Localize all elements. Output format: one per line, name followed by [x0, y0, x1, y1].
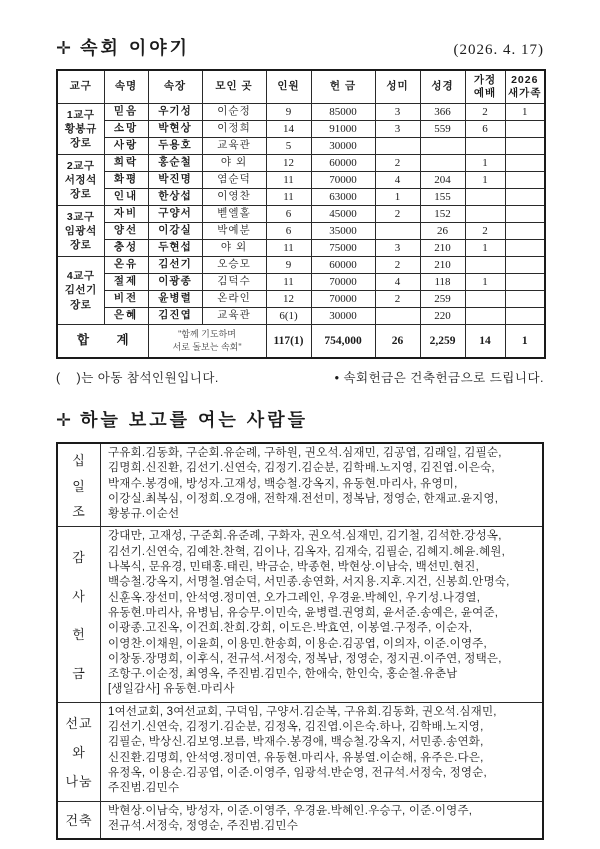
- district-label: 3교구 임광석 장로: [57, 206, 104, 257]
- attendance: 9: [266, 257, 311, 274]
- bible-count: 118: [420, 274, 465, 291]
- section-label-text: [58, 802, 100, 839]
- offering: 70000: [311, 274, 375, 291]
- family-worship-count: [465, 308, 505, 325]
- attendance: 5: [266, 138, 311, 155]
- section-label: [57, 801, 101, 839]
- attendance: 9: [266, 104, 311, 121]
- name-list: [101, 702, 544, 801]
- column-header: 성경: [420, 70, 465, 104]
- offering: 60000: [311, 257, 375, 274]
- leader-name: 홍순철: [148, 155, 202, 172]
- attendance: 6: [266, 223, 311, 240]
- name-line: 이창동.장명희, 이후식, 전규석.서정숙, 정복남, 정영순, 정지권.이주연, 정택은,: [108, 652, 502, 665]
- leader-name: 윤병렬: [148, 291, 202, 308]
- family-worship-count: 1: [465, 240, 505, 257]
- meeting-place: 교육관: [202, 308, 266, 325]
- family-worship-count-total: 14: [465, 325, 505, 359]
- attendance: 12: [266, 155, 311, 172]
- name-line: 유동현.마리사, 유병님, 유승무.이민숙, 윤병렬.권영희, 윤서준.송예은, 윤여준,: [108, 606, 499, 619]
- offering: 30000: [311, 308, 375, 325]
- meeting-place: 온라인: [202, 291, 266, 308]
- name-line: 1여선교회, 3여선교회, 구덕임, 구양서.김순복, 구유회.김동화, 권오석.심재민,: [108, 705, 497, 718]
- column-header: 2026 새가족: [505, 70, 545, 104]
- meeting-place: 벧엘홀: [202, 206, 266, 223]
- table-row: [57, 240, 545, 257]
- bible-count-total: 2,259: [420, 325, 465, 359]
- section-label: [57, 527, 101, 702]
- bible-count: 210: [420, 240, 465, 257]
- meeting-place: 이순정: [202, 104, 266, 121]
- offering: 35000: [311, 223, 375, 240]
- attendance: 14: [266, 121, 311, 138]
- seongmi-count: [375, 223, 420, 240]
- report-section-mission-sharing: [57, 702, 543, 801]
- column-header: 헌 금: [311, 70, 375, 104]
- name-list: [101, 801, 544, 839]
- sok-name: 자비: [104, 206, 148, 223]
- note-offering-use: • 속회헌금은 건축헌금으로 드립니다.: [334, 371, 544, 385]
- meeting-place: 김덕수: [202, 274, 266, 291]
- bible-count: [420, 155, 465, 172]
- leader-name: 이강실: [148, 223, 202, 240]
- section1-header: [56, 34, 544, 60]
- seongmi-count: 2: [375, 206, 420, 223]
- motto-text: "함께 기도하며 서로 돌보는 속회": [148, 325, 266, 359]
- seongmi-count: 3: [375, 104, 420, 121]
- name-line: 나복식, 문유경, 민태홍.태린, 박금순, 박종현, 박현상.이남숙, 백선민.현진,: [108, 561, 479, 574]
- name-line: 이강실.최복심, 이정희.오경애, 전학재.전선미, 정복남, 정영순, 한재교.윤지영,: [108, 492, 499, 505]
- meeting-place: 야 외: [202, 155, 266, 172]
- offering: 75000: [311, 240, 375, 257]
- attendance: 6(1): [266, 308, 311, 325]
- meeting-place: 염순덕: [202, 172, 266, 189]
- sok-name: 소망: [104, 121, 148, 138]
- name-line: 박재수.봉경애, 방성자.고재성, 백승철.강옥지, 유동현.마리사, 유영미,: [108, 477, 458, 490]
- attendance-total: 117(1): [266, 325, 311, 359]
- newcomer-count: [505, 155, 545, 172]
- name-list: [101, 527, 544, 702]
- table-row: [57, 121, 545, 138]
- sok-name: 충성: [104, 240, 148, 257]
- attendance: 12: [266, 291, 311, 308]
- family-worship-count: 1: [465, 155, 505, 172]
- sok-name: 희락: [104, 155, 148, 172]
- meeting-place: 교육관: [202, 138, 266, 155]
- offering: 85000: [311, 104, 375, 121]
- offering: 63000: [311, 189, 375, 206]
- family-worship-count: 6: [465, 121, 505, 138]
- offering-total: 754,000: [311, 325, 375, 359]
- table-row: [57, 104, 545, 121]
- seongmi-count: [375, 308, 420, 325]
- section-label-line: 와: [72, 745, 86, 761]
- report-date: (2026. 4. 17): [453, 42, 544, 58]
- name-line: 주진범.김민수: [108, 782, 180, 795]
- leader-name: 김선기: [148, 257, 202, 274]
- column-header: 모인 곳: [202, 70, 266, 104]
- name-line: 김필순, 박상신.김보영.보름, 박재수.봉경애, 백승철.강옥지, 서민종.송연화,: [108, 736, 484, 749]
- newcomer-count: [505, 223, 545, 240]
- column-header: 인원: [266, 70, 311, 104]
- note-children-count: ( )는 아동 참석인원입니다.: [56, 371, 219, 385]
- name-line: 김선기.신연숙, 김예찬.찬혁, 김이나, 김옥자, 김재숙, 김필순, 김혜지.혜윤.혜원,: [108, 545, 505, 558]
- section-label-text: [58, 703, 100, 801]
- attendance: 11: [266, 274, 311, 291]
- report-table-body: [57, 443, 543, 839]
- offering: 30000: [311, 138, 375, 155]
- name-line: 신진환.김명희, 안석영.정미연, 유동현.마리사, 유봉열.이순해, 유주은.다은,: [108, 751, 484, 764]
- column-header: 속명: [104, 70, 148, 104]
- meeting-place: 박예분: [202, 223, 266, 240]
- column-header: 성미: [375, 70, 420, 104]
- table-row: [57, 291, 545, 308]
- leader-name: 두용호: [148, 138, 202, 155]
- family-worship-count: [465, 138, 505, 155]
- sok-name: 절제: [104, 274, 148, 291]
- bible-count: 204: [420, 172, 465, 189]
- section-label: [57, 702, 101, 801]
- newcomer-count: [505, 206, 545, 223]
- family-worship-count: 2: [465, 223, 505, 240]
- newcomer-count: [505, 189, 545, 206]
- seongmi-count: [375, 138, 420, 155]
- attendance: 6: [266, 206, 311, 223]
- cross-icon: ✛: [56, 410, 72, 430]
- family-worship-count: [465, 189, 505, 206]
- bible-count: 26: [420, 223, 465, 240]
- leader-name: 이광종: [148, 274, 202, 291]
- section1-title-text: 속회 이야기: [80, 38, 191, 58]
- meeting-place: 이정희: [202, 121, 266, 138]
- name-line: 김명희.신진환, 김선기.신연숙, 김정기.김순분, 김학배.노지영, 김진엽.이은숙,: [108, 462, 495, 475]
- sok-name: 온유: [104, 257, 148, 274]
- section-label-line: 조: [72, 504, 86, 520]
- section-label-line: 일: [72, 478, 86, 494]
- offering: 70000: [311, 172, 375, 189]
- offering: 60000: [311, 155, 375, 172]
- offering: 91000: [311, 121, 375, 138]
- newcomer-count: [505, 121, 545, 138]
- leader-name: 박현상: [148, 121, 202, 138]
- leader-name: 두현섭: [148, 240, 202, 257]
- sok-name: 인내: [104, 189, 148, 206]
- report-section-building: [57, 801, 543, 839]
- section2-title: [56, 406, 308, 432]
- leader-name: 박진명: [148, 172, 202, 189]
- section-label-line: 나눔: [65, 774, 93, 790]
- column-header: 교구: [57, 70, 104, 104]
- seongmi-count: 3: [375, 121, 420, 138]
- column-header: 속장: [148, 70, 202, 104]
- name-list: [101, 443, 544, 527]
- bible-count: 366: [420, 104, 465, 121]
- seongmi-count: 4: [375, 274, 420, 291]
- table-row: [57, 138, 545, 155]
- attendance: 11: [266, 172, 311, 189]
- seongmi-count: 2: [375, 155, 420, 172]
- section2-header: [56, 406, 544, 432]
- table-row: [57, 223, 545, 240]
- table-row: [57, 257, 545, 274]
- bible-count: 559: [420, 121, 465, 138]
- name-line: 신훈옥.장선미, 안석영.정미연, 오가그레인, 우경윤.박혜인, 우기성.나경열,: [108, 591, 481, 604]
- newcomer-count: [505, 274, 545, 291]
- table-row: [57, 274, 545, 291]
- sok-name: 양선: [104, 223, 148, 240]
- seongmi-count-total: 26: [375, 325, 420, 359]
- name-line: 백승철.강옥지, 서명철.염순덕, 서민종.송연화, 서지용.지후.지건, 신봉희.안명숙,: [108, 576, 510, 589]
- district-label: 2교구 서정석 장로: [57, 155, 104, 206]
- family-worship-count: [465, 206, 505, 223]
- report-section-thanks-offering: [57, 527, 543, 702]
- newcomer-count: 1: [505, 104, 545, 121]
- section-label: [57, 443, 101, 527]
- sok-name: 비전: [104, 291, 148, 308]
- offering: 70000: [311, 291, 375, 308]
- sok-name: 믿음: [104, 104, 148, 121]
- attendance: 11: [266, 240, 311, 257]
- sok-name: 은혜: [104, 308, 148, 325]
- seongmi-count: 3: [375, 240, 420, 257]
- total-label: 합 계: [57, 325, 148, 359]
- name-line: 김선기.신연숙, 김정기.김순분, 김정옥, 김진엽.이은숙.하나, 김학배.노지영,: [108, 721, 484, 734]
- meeting-place: 야 외: [202, 240, 266, 257]
- table-row: [57, 189, 545, 206]
- bible-count: 259: [420, 291, 465, 308]
- sok-name: 사랑: [104, 138, 148, 155]
- section1-title: [56, 34, 190, 60]
- leader-name: 한상섭: [148, 189, 202, 206]
- table-row: [57, 172, 545, 189]
- seongmi-count: 4: [375, 172, 420, 189]
- leader-name: 우기성: [148, 104, 202, 121]
- offering: 45000: [311, 206, 375, 223]
- bible-count: 152: [420, 206, 465, 223]
- meeting-place: 이영찬: [202, 189, 266, 206]
- name-line: 전규석.서정숙, 정영순, 주진범.김민수: [108, 819, 299, 832]
- seongmi-count: 2: [375, 291, 420, 308]
- bible-count: [420, 138, 465, 155]
- section-label-line: 선교: [65, 715, 93, 731]
- name-line: 구유회.김동화, 구순회.유순례, 구하원, 권오석.심재민, 김공엽, 김래일, 김필순,: [108, 447, 502, 459]
- seongmi-count: 1: [375, 189, 420, 206]
- name-line: 이영찬.이채원, 이윤희, 이용민.한송희, 이용순.김공엽, 이의자, 이준.이영주,: [108, 637, 487, 650]
- seongmi-count: 2: [375, 257, 420, 274]
- family-worship-count: 1: [465, 274, 505, 291]
- report-section-tithe: [57, 443, 543, 527]
- newcomer-count-total: 1: [505, 325, 545, 359]
- name-line: [생일감사] 유동현.마리사: [108, 683, 235, 696]
- newcomer-count: [505, 291, 545, 308]
- sokhoe-table: [56, 69, 546, 359]
- section-label-line: 감: [72, 550, 86, 566]
- name-line: 이광종.고진옥, 이건희.찬희.강희, 이도은.박효연, 이봉열.구정주, 이순자,: [108, 622, 473, 635]
- section-label-text: [58, 527, 100, 701]
- newcomer-count: [505, 138, 545, 155]
- leader-name: 구양서: [148, 206, 202, 223]
- name-line: 강대만, 고재성, 구준회.유준례, 구화자, 권오석.심재민, 김기철, 김석한.강성옥,: [108, 530, 502, 543]
- section-label-line: 사: [72, 588, 86, 604]
- bible-count: 220: [420, 308, 465, 325]
- section-label-line: 건축: [65, 813, 93, 829]
- attendance: 11: [266, 189, 311, 206]
- table-row: [57, 308, 545, 325]
- cross-icon: ✛: [56, 38, 72, 58]
- sok-name: 화평: [104, 172, 148, 189]
- sokhoe-table-head: [57, 70, 545, 104]
- bible-count: 155: [420, 189, 465, 206]
- name-line: 조항구.이순정, 최영옥, 주진범.김민수, 한애숙, 한인숙, 홍순철.유춘남: [108, 668, 458, 681]
- district-label: 4교구 김선기 장로: [57, 257, 104, 325]
- newcomer-count: [505, 172, 545, 189]
- bible-count: 210: [420, 257, 465, 274]
- section2-title-text: 하늘 보고를 여는 사람들: [80, 410, 308, 430]
- newcomer-count: [505, 240, 545, 257]
- header-row: [57, 70, 545, 104]
- name-line: 유정옥, 이용순.김공엽, 이준.이영주, 임광석.반순영, 전규석.서정숙, 정영순,: [108, 766, 487, 779]
- family-worship-count: [465, 291, 505, 308]
- family-worship-count: [465, 257, 505, 274]
- family-worship-count: 1: [465, 172, 505, 189]
- family-worship-count: 2: [465, 104, 505, 121]
- section-label-line: 헌: [72, 627, 86, 643]
- footnotes: [56, 368, 544, 386]
- total-row: [57, 325, 545, 359]
- report-table: [56, 442, 544, 840]
- district-label: 1교구 황봉규 장로: [57, 104, 104, 155]
- table-row: [57, 155, 545, 172]
- name-line: 황봉규.이순선: [108, 508, 180, 521]
- section-label-line: 십: [72, 453, 86, 469]
- table-row: [57, 206, 545, 223]
- section-label-text: [58, 444, 100, 526]
- newcomer-count: [505, 308, 545, 325]
- page-content: [56, 34, 544, 840]
- name-line: 박현상.이남숙, 방성자, 이준.이영주, 우경윤.박혜인.우승구, 이준.이영주,: [108, 804, 473, 817]
- newcomer-count: [505, 257, 545, 274]
- leader-name: 김진엽: [148, 308, 202, 325]
- sokhoe-table-body: [57, 104, 545, 359]
- column-header: 가정 예배: [465, 70, 505, 104]
- section-label-line: 금: [72, 666, 86, 682]
- meeting-place: 오승모: [202, 257, 266, 274]
